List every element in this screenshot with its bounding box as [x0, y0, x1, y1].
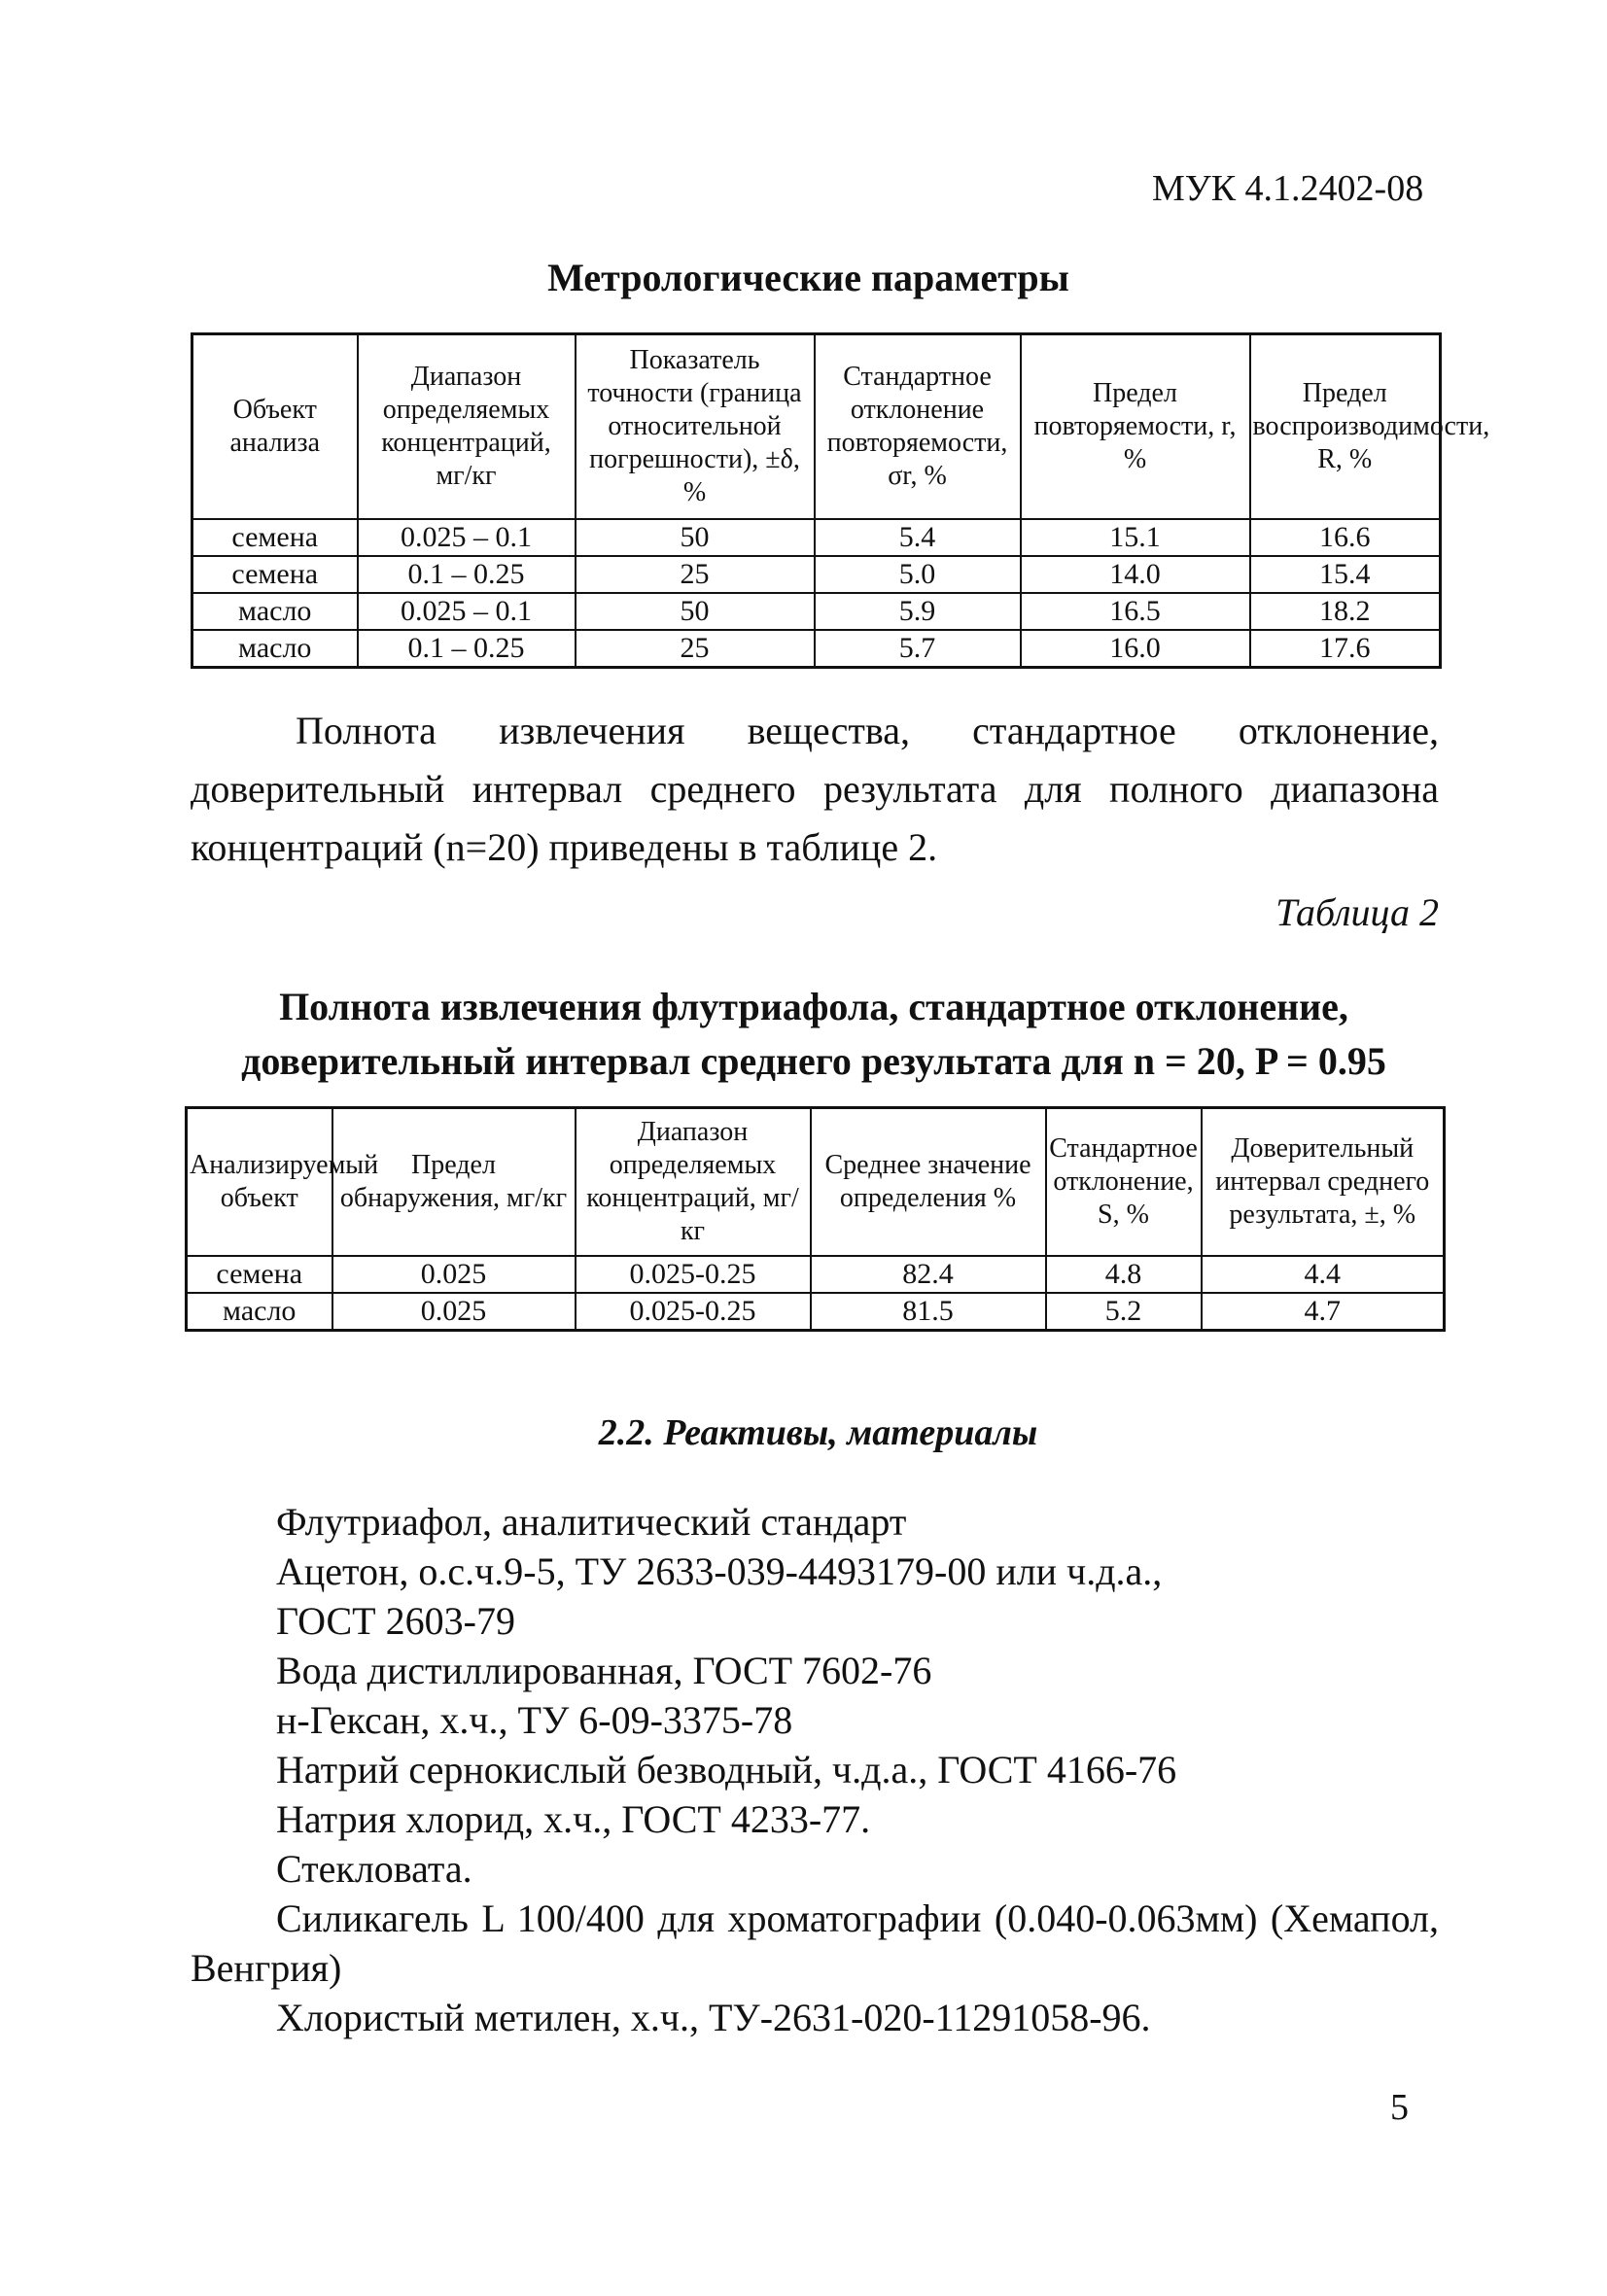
table2-title-line: доверительный интервал среднего результата для n = 20, P = 0.95: [241, 1039, 1386, 1083]
table-cell: 16.6: [1250, 519, 1441, 556]
table-cell: 25: [576, 630, 815, 668]
list-item: Натрий сернокислый безводный, ч.д.а., ГОСТ 4166-76: [276, 1748, 1177, 1792]
table1-title: Метрологические параметры: [547, 256, 1069, 299]
list-item: н-Гексан, х.ч., ТУ 6-09-3375-78: [276, 1698, 793, 1742]
list-item: Силикагель L 100/400 для хроматографии (0.040-0.063мм) (Хемапол, Венгрия): [191, 1896, 1439, 1990]
table-row: [192, 519, 1441, 556]
table-cell: масло: [192, 593, 358, 630]
table-cell: 5.4: [815, 519, 1021, 556]
table-cell: 16.5: [1021, 593, 1250, 630]
table2-caption: Таблица 2: [1275, 890, 1439, 934]
table-cell: 50: [576, 519, 815, 556]
table-cell: 0.025 – 0.1: [358, 593, 576, 630]
table-cell: 18.2: [1250, 593, 1441, 630]
table-cell: 4.8: [1046, 1256, 1202, 1293]
table-cell: семена: [187, 1256, 332, 1293]
table-cell: 0.025-0.25: [576, 1256, 811, 1293]
materials-list: [191, 1497, 1439, 2042]
column-header: Стандартное отклонение повторяемости, σr, %: [815, 334, 1021, 520]
table-cell: 0.1 – 0.25: [358, 630, 576, 668]
column-header: Диапазон определяемых концентраций, мг/кг: [358, 334, 576, 520]
table-cell: 4.7: [1202, 1293, 1445, 1331]
table-header-row: [192, 334, 1441, 520]
table-cell: масло: [192, 630, 358, 668]
table2-title: [185, 980, 1443, 1089]
column-header: Диапазон определяемых концентраций, мг/кг: [576, 1108, 811, 1257]
column-header: Среднее значение определения %: [811, 1108, 1046, 1257]
list-item: Натрия хлорид, х.ч., ГОСТ 4233-77.: [276, 1797, 871, 1841]
table-row: [192, 630, 1441, 668]
table-cell: 0.1 – 0.25: [358, 556, 576, 593]
table-cell: семена: [192, 519, 358, 556]
list-item: Хлористый метилен, х.ч., ТУ-2631-020-11291058-96.: [276, 1996, 1151, 2039]
table-cell: 50: [576, 593, 815, 630]
table-cell: 82.4: [811, 1256, 1046, 1293]
table-cell: 15.1: [1021, 519, 1250, 556]
column-header: Стандартное отклонение, S, %: [1046, 1108, 1202, 1257]
table-cell: 5.0: [815, 556, 1021, 593]
recovery-table: [185, 1106, 1446, 1332]
table-row: [187, 1256, 1445, 1293]
column-header: Показатель точности (граница относительной погрешности), ±δ, %: [576, 334, 815, 520]
table-cell: 15.4: [1250, 556, 1441, 593]
table-cell: 0.025: [332, 1293, 576, 1331]
table2-title-line: Полнота извлечения флутриафола, стандартное отклонение,: [279, 985, 1348, 1028]
table-cell: 5.2: [1046, 1293, 1202, 1331]
list-item: ГОСТ 2603-79: [276, 1599, 515, 1643]
list-item: Ацетон, о.с.ч.9-5, ТУ 2633-039-4493179-00 или ч.д.а.,: [276, 1549, 1163, 1593]
table-header-row: [187, 1108, 1445, 1257]
column-header: Анализируемый объект: [187, 1108, 332, 1257]
metrology-table: [191, 332, 1490, 669]
table-cell: 16.0: [1021, 630, 1250, 668]
list-item: Стекловата.: [276, 1847, 472, 1891]
table-cell: 0.025 – 0.1: [358, 519, 576, 556]
table-cell: 5.7: [815, 630, 1021, 668]
table-cell: 81.5: [811, 1293, 1046, 1331]
table-cell: 25: [576, 556, 815, 593]
body-paragraph: Полнота извлечения вещества, стандартное отклонение, доверительный интервал среднего результата для полного диапазона концентраций (n=20) приведены в таблице 2.: [191, 709, 1439, 869]
table-cell: 4.4: [1202, 1256, 1445, 1293]
page-number: 5: [1390, 2087, 1409, 2128]
column-header: Доверительный интервал среднего результата, ±, %: [1202, 1108, 1445, 1257]
table-cell: 0.025: [332, 1256, 576, 1293]
list-item: Флутриафол, аналитический стандарт: [276, 1500, 907, 1544]
table-cell: 14.0: [1021, 556, 1250, 593]
list-item: Вода дистиллированная, ГОСТ 7602-76: [276, 1649, 932, 1692]
table-cell: 5.9: [815, 593, 1021, 630]
table-cell: масло: [187, 1293, 332, 1331]
table-row: [192, 593, 1441, 630]
column-header: Предел воспроизводимости, R, %: [1250, 334, 1441, 520]
table-row: [192, 556, 1441, 593]
table-cell: семена: [192, 556, 358, 593]
column-header: Предел обнаружения, мг/кг: [332, 1108, 576, 1257]
table-cell: 17.6: [1250, 630, 1441, 668]
table-row: [187, 1293, 1445, 1331]
section-heading: 2.2. Реактивы, материалы: [598, 1412, 1038, 1453]
table-cell: 0.025-0.25: [576, 1293, 811, 1331]
column-header: Объект анализа: [192, 334, 358, 520]
column-header: Предел повторяемости, r, %: [1021, 334, 1250, 520]
document-code: МУК 4.1.2402-08: [1152, 168, 1424, 209]
